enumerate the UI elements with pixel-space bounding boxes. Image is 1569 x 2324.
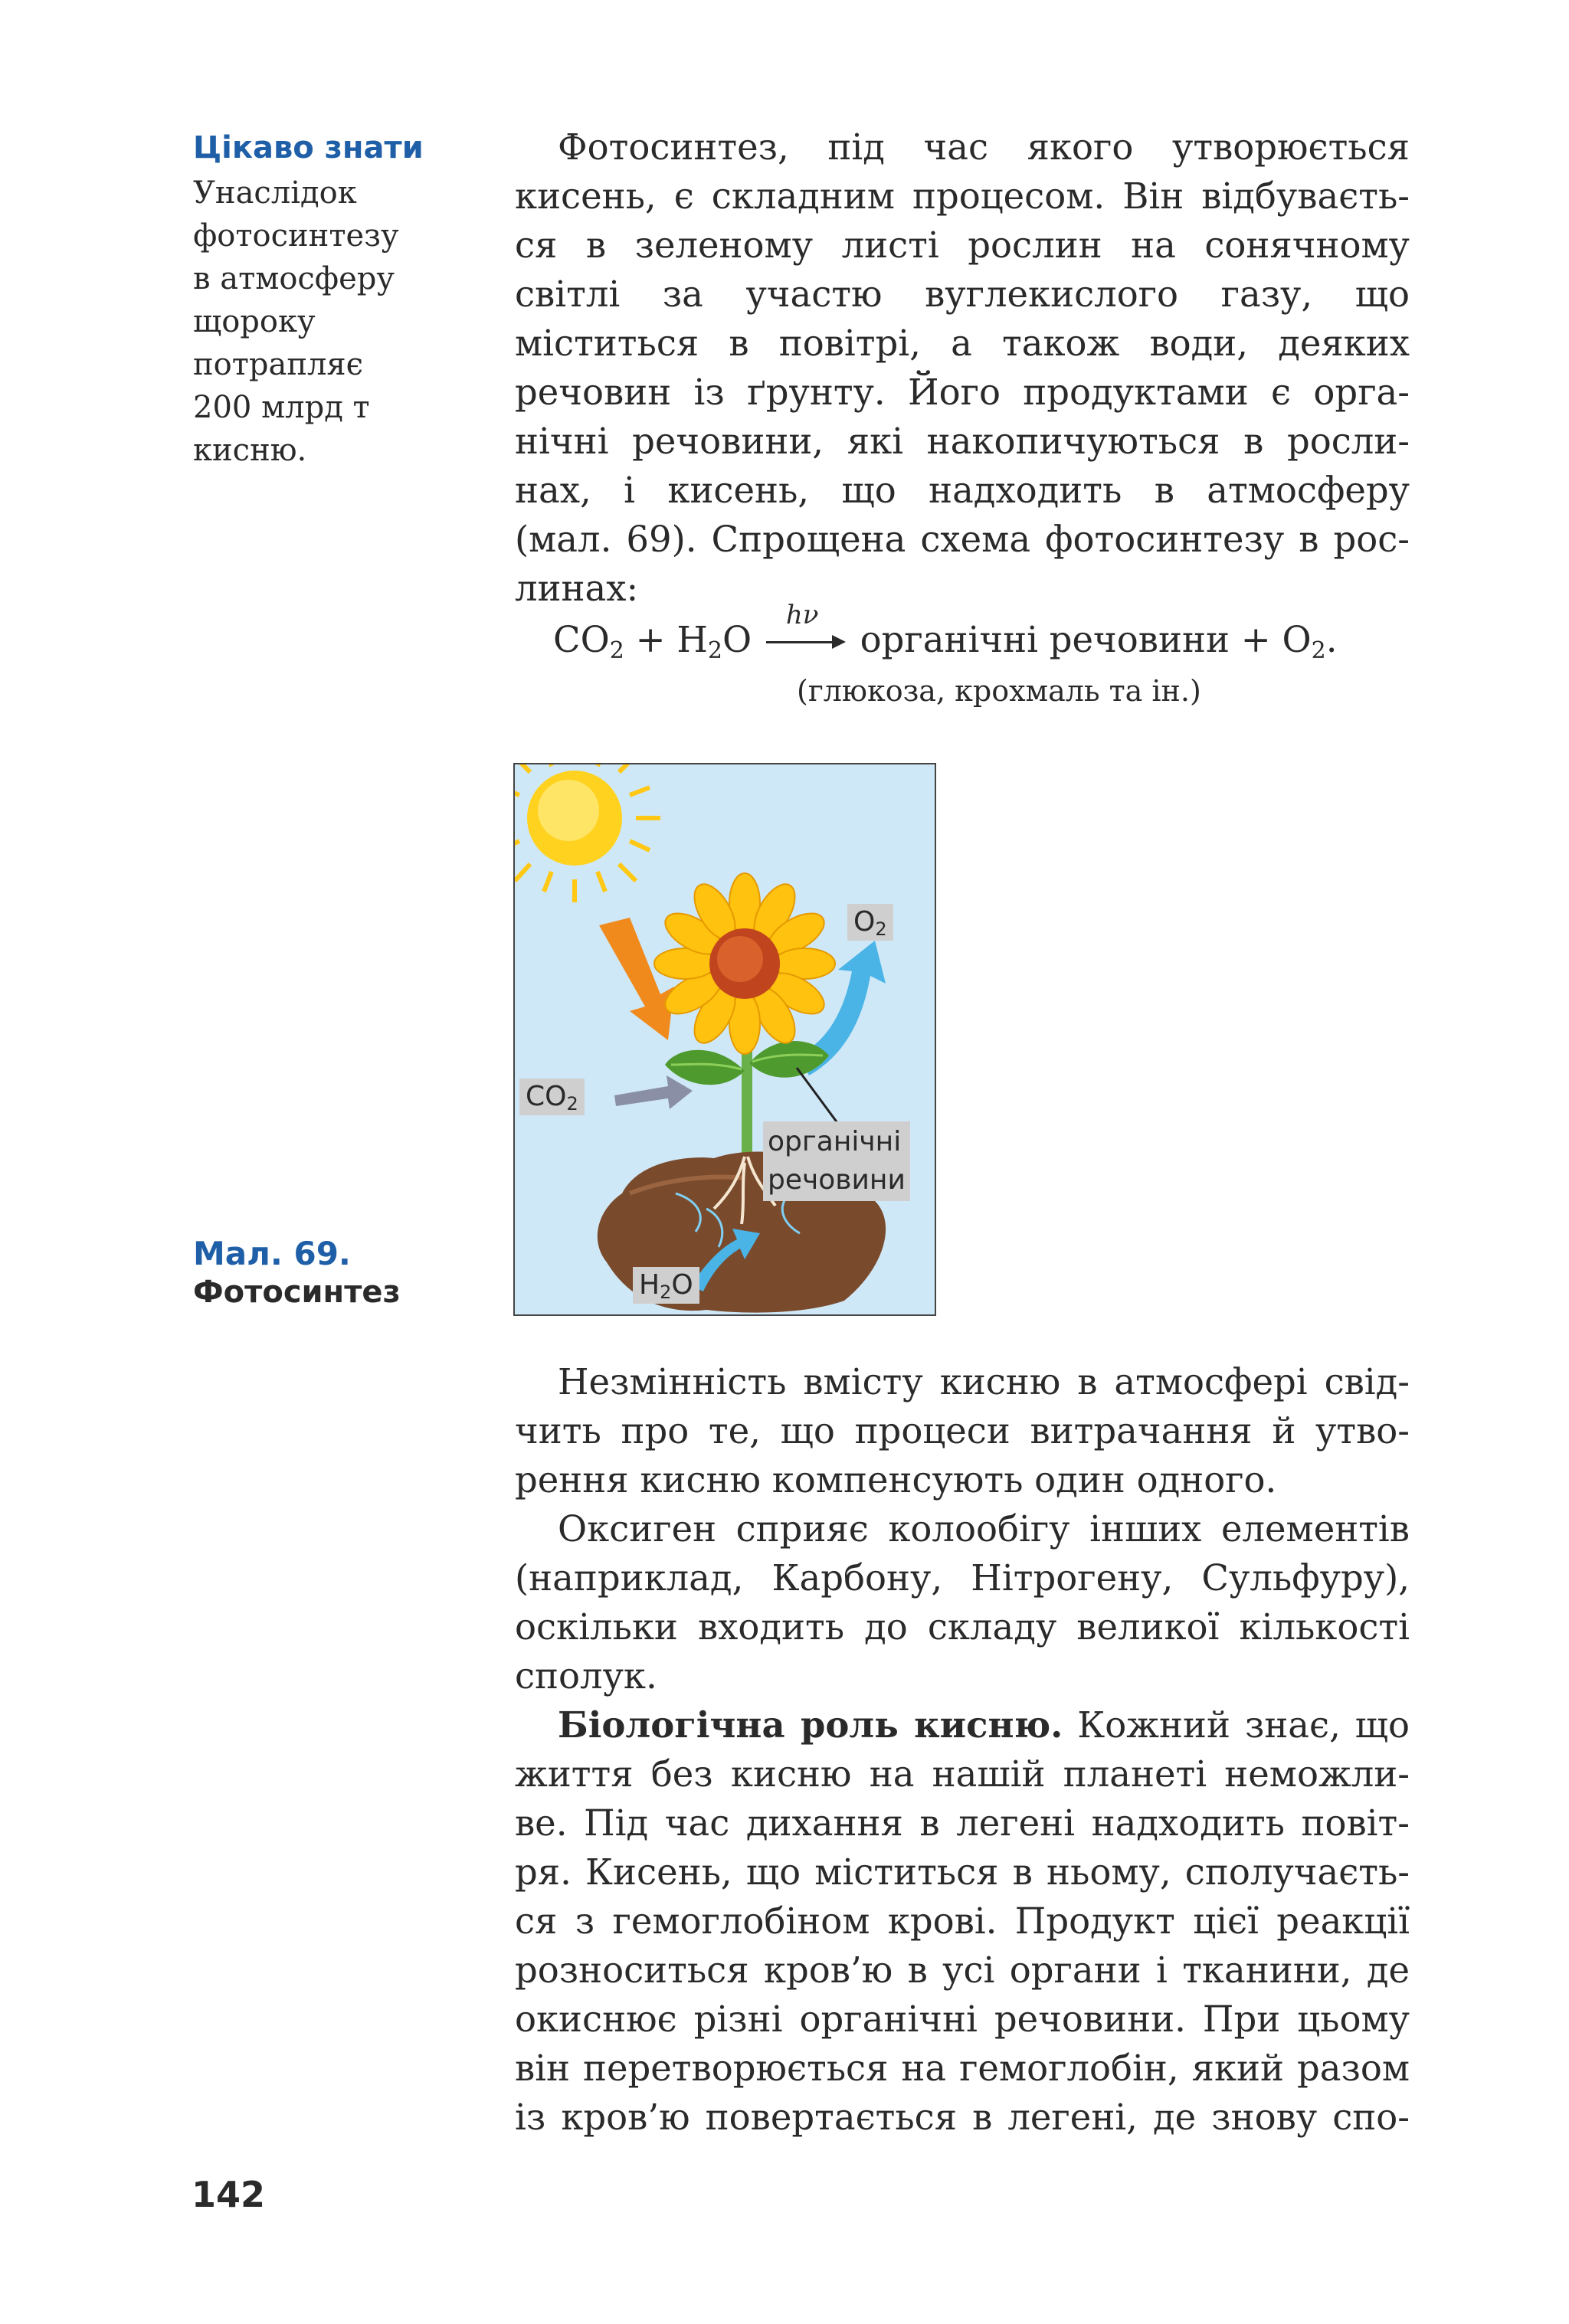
photosynthesis-figure bbox=[513, 763, 936, 1316]
text-line: нічні речовини, які накопичуються в росли- bbox=[515, 421, 1410, 462]
eq-subscript: 2 bbox=[707, 637, 722, 664]
page-number: 142 bbox=[192, 2174, 266, 2215]
sun-icon bbox=[515, 764, 660, 902]
h2o-label: $H_2O$ bbox=[633, 1267, 699, 1304]
text-line: світлі за участю вуглекислого газу, що bbox=[515, 273, 1410, 315]
sidebar-line: в атмосферу bbox=[193, 261, 395, 296]
sidebar-note bbox=[193, 172, 446, 472]
text-line: речовин із ґрунту. Його продуктами є орга- bbox=[515, 372, 1410, 413]
eq-end: . bbox=[1325, 619, 1338, 660]
text-line: ся з гемоглобіном крові. Продукт цієї реакції bbox=[515, 1900, 1410, 1942]
sidebar-line: Унаслідок bbox=[193, 175, 357, 211]
o2-label: $O_2$ bbox=[847, 904, 893, 941]
text-line: кисень, є складним процесом. Він відбуваєть- bbox=[515, 175, 1410, 217]
text-line: ся в зеленому листі рослин на сонячному bbox=[515, 224, 1410, 266]
eq-h2o-tail: O bbox=[722, 619, 752, 660]
equation-note: (глюкоза, крохмаль та ін.) bbox=[797, 674, 1201, 708]
text-line: розноситься кров’ю в усі органи і тканини, де bbox=[515, 1949, 1410, 1991]
paragraph-photosynthesis bbox=[515, 123, 1410, 613]
text-line: Оксиген сприяє колообігу інших елементів bbox=[558, 1508, 1410, 1550]
section-heading: Біологічна роль кисню. bbox=[558, 1704, 1063, 1746]
sunlight-arrow-icon bbox=[599, 918, 674, 1040]
text-line: він перетворюється на гемоглобін, який разом bbox=[515, 2047, 1410, 2089]
organic-matter-label: органічні речовини bbox=[763, 1121, 910, 1201]
text-line: чить про те, що процеси витрачання й утво- bbox=[515, 1410, 1410, 1452]
text-line: життя без кисню на нашій планеті неможли- bbox=[515, 1753, 1410, 1795]
text-line: Біологічна роль кисню. Кожний знає, що bbox=[558, 1704, 1410, 1746]
text-line: окиснює різні органічні речовини. При цьому bbox=[515, 1998, 1410, 2040]
text-line: линах: bbox=[515, 568, 639, 609]
photosynthesis-equation bbox=[553, 600, 1338, 664]
eq-co2: CO bbox=[553, 619, 610, 660]
text-line: ря. Кисень, що міститься в ньому, сполучаєть- bbox=[515, 1851, 1410, 1893]
text-line: Фотосинтез, під час якого утворюється bbox=[558, 126, 1410, 168]
text-line: рення кисню компенсують один одного. bbox=[515, 1459, 1277, 1501]
light-energy-label: hν bbox=[785, 600, 819, 630]
photosynthesis-illustration bbox=[515, 764, 935, 1314]
text-line: (наприклад, Карбону, Нітрогену, Сульфуру), bbox=[515, 1557, 1410, 1599]
reaction-arrow-icon bbox=[766, 600, 846, 647]
sunflower-icon bbox=[654, 873, 835, 1054]
co2-label: $CO_2$ bbox=[519, 1079, 585, 1115]
text-line: міститься в повітрі, а також води, деяких bbox=[515, 322, 1410, 364]
text-line: оскільки входить до складу великої кількості bbox=[515, 1606, 1410, 1648]
co2-arrow-icon bbox=[614, 1075, 693, 1109]
paragraph-oxygen-balance bbox=[515, 1357, 1410, 1504]
text-line: (мал. 69). Спрощена схема фотосинтезу в рос- bbox=[515, 519, 1410, 560]
sidebar-title: Цікаво знати bbox=[193, 130, 424, 165]
paragraph-element-cycle bbox=[515, 1504, 1410, 1700]
text-line: сполук. bbox=[515, 1655, 657, 1697]
sidebar-line: кисню. bbox=[193, 433, 307, 468]
sidebar-line: потрапляє bbox=[193, 347, 364, 382]
sidebar-line: щороку bbox=[193, 304, 316, 339]
text-line: Незмінність вмісту кисню в атмосфері свід- bbox=[558, 1361, 1410, 1403]
figure-caption-number: Мал. 69. bbox=[193, 1235, 351, 1272]
text-line: нах, і кисень, що надходить в атмосферу bbox=[515, 470, 1410, 511]
eq-h2o: + H bbox=[624, 619, 708, 660]
sidebar-line: фотосинтезу bbox=[193, 218, 399, 254]
paragraph-biological-role bbox=[515, 1700, 1410, 2142]
eq-products: органічні речовини + O bbox=[848, 619, 1312, 660]
text-line: ве. Під час дихання в легені надходить повіт- bbox=[515, 1802, 1410, 1844]
eq-subscript: 2 bbox=[1311, 637, 1326, 664]
figure-caption-title: Фотосинтез bbox=[193, 1275, 401, 1310]
eq-subscript: 2 bbox=[609, 637, 624, 664]
text-line: із кров’ю повертається в легені, де знову спо- bbox=[515, 2097, 1410, 2138]
sidebar-line: 200 млрд т bbox=[193, 390, 370, 425]
